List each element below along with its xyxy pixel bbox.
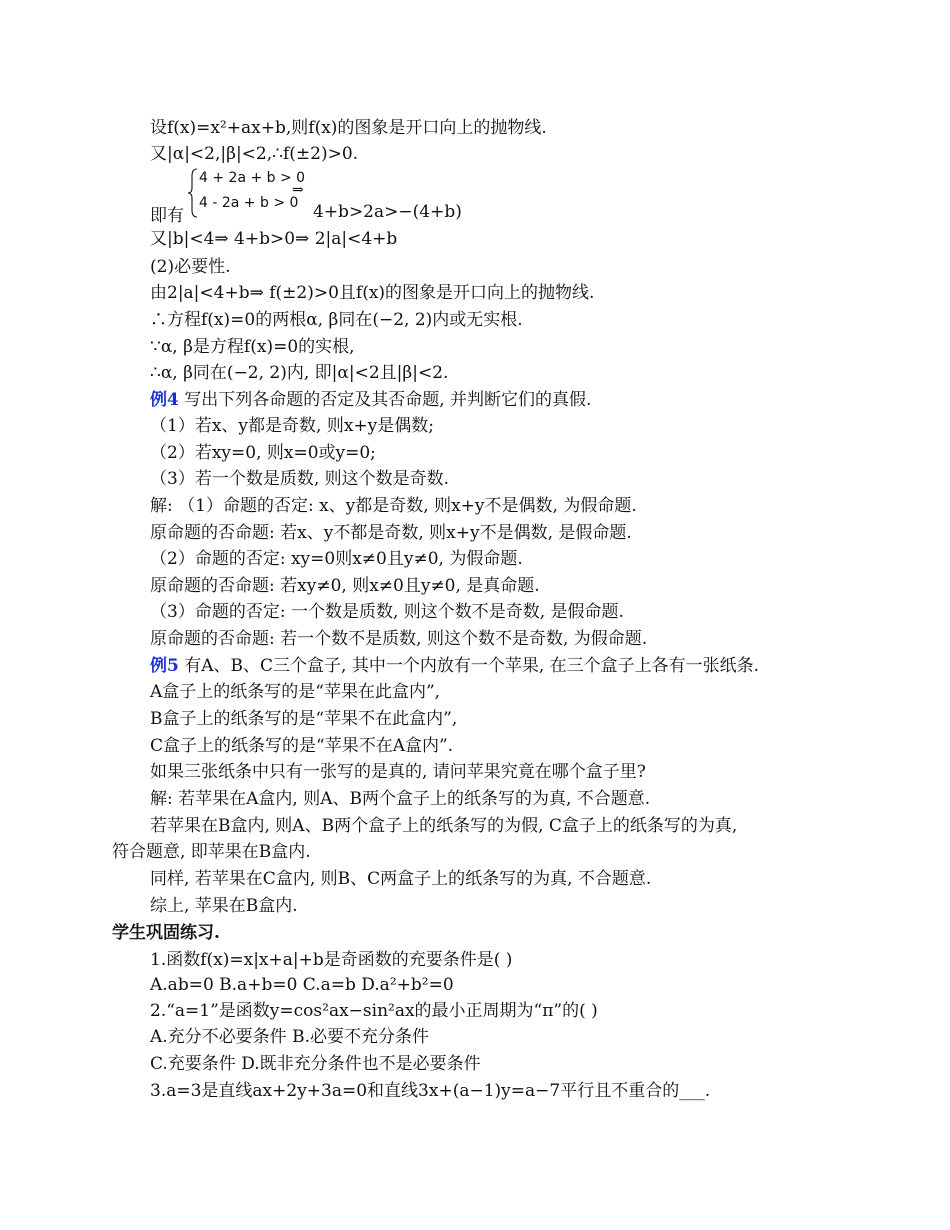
practice-heading: 学生巩固练习.: [112, 923, 220, 943]
text-line: （1）若x、y都是奇数, 则x+y是偶数;: [150, 416, 434, 436]
inequality-system: [150, 168, 490, 226]
text-line: （3）若一个数是质数, 则这个数是奇数.: [150, 469, 450, 489]
system-row-1: 4 + 2a + b > 0: [199, 170, 306, 186]
text-line: （3）命题的否定: 一个数是质数, 则这个数不是奇数, 是假命题.: [150, 602, 624, 622]
practice-question: 1.函数f(x)=x|x+a|+b是奇函数的充要条件是( ): [150, 950, 513, 970]
text-line: 设f(x)=x²+ax+b,则f(x)的图象是开口向上的抛物线.: [150, 118, 547, 138]
system-result: 4+b>2a>−(4+b): [313, 202, 462, 222]
text-line: 若苹果在B盒内, 则A、B两个盒子上的纸条写的为假, C盒子上的纸条写的为真,: [150, 816, 738, 836]
text-line: 解: 若苹果在A盒内, 则A、B两个盒子上的纸条写的为真, 不合题意.: [150, 789, 651, 809]
text-line: 符合题意, 即苹果在B盒内.: [112, 842, 311, 862]
example-5-statement: [150, 655, 759, 677]
text-line: C盒子上的纸条写的是“苹果不在A盒内”.: [150, 736, 454, 756]
practice-options: A.ab=0 B.a+b=0 C.a=b D.a²+b²=0: [150, 975, 454, 995]
text-line: 原命题的否命题: 若一个数不是质数, 则这个数不是奇数, 为假命题.: [150, 629, 648, 649]
text-line: (2)必要性.: [150, 257, 231, 277]
text-line: ∵α, β是方程f(x)=0的实根,: [150, 337, 355, 357]
system-label: 即有: [150, 206, 184, 226]
example-4-statement: [150, 389, 591, 411]
text-line: 又|b|<4⇒ 4+b>0⇒ 2|a|<4+b: [150, 229, 398, 249]
system-row-2: 4 - 2a + b > 0: [199, 195, 299, 211]
example-5-tag: 例5: [150, 656, 179, 676]
text-line: 由2|a|<4+b⇒ f(±2)>0且f(x)的图象是开口向上的抛物线.: [150, 283, 595, 303]
text-line: （2）若xy=0, 则x=0或y=0;: [150, 443, 376, 463]
text-line: 同样, 若苹果在C盒内, 则B、C两盒子上的纸条写的为真, 不合题意.: [150, 869, 652, 889]
text-line: 又|α|<2,|β|<2,∴f(±2)>0.: [150, 144, 359, 164]
text-line: A盒子上的纸条写的是“苹果在此盒内”,: [150, 682, 441, 702]
text-line: ∴α, β同在(−2, 2)内, 即|α|<2且|β|<2.: [150, 363, 449, 383]
implies-symbol: ⇒: [292, 182, 304, 198]
text-line: （2）命题的否定: xy=0则x≠0且y≠0, 为假命题.: [150, 549, 523, 569]
text-line: 综上, 苹果在B盒内.: [150, 896, 298, 916]
left-brace-icon: [188, 168, 198, 218]
practice-options: A.充分不必要条件 B.必要不充分条件: [150, 1027, 429, 1047]
practice-question: 2.“a=1”是函数y=cos²ax−sin²ax的最小正周期为“π”的( ): [150, 1001, 598, 1021]
text-line: ∴方程f(x)=0的两根α, β同在(−2, 2)内或无实根.: [150, 310, 523, 330]
example-4-text: 写出下列各命题的否定及其否命题, 并判断它们的真假.: [184, 390, 592, 410]
example-5-text: 有A、B、C三个盒子, 其中一个内放有一个苹果, 在三个盒子上各有一张纸条.: [184, 656, 760, 676]
text-line: 如果三张纸条中只有一张写的是真的, 请问苹果究竟在哪个盒子里?: [150, 762, 646, 782]
text-line: 解: （1）命题的否定: x、y都是奇数, 则x+y不是偶数, 为假命题.: [150, 496, 637, 516]
text-line: 原命题的否命题: 若x、y不都是奇数, 则x+y不是偶数, 是假命题.: [150, 523, 632, 543]
text-line: 原命题的否命题: 若xy≠0, 则x≠0且y≠0, 是真命题.: [150, 576, 540, 596]
practice-question: 3.a=3是直线ax+2y+3a=0和直线3x+(a−1)y=a−7平行且不重合的___.: [150, 1081, 711, 1101]
text-line: B盒子上的纸条写的是“苹果不在此盒内”,: [150, 709, 458, 729]
practice-options: C.充要条件 D.既非充分条件也不是必要条件: [150, 1054, 481, 1074]
example-4-tag: 例4: [150, 390, 179, 410]
